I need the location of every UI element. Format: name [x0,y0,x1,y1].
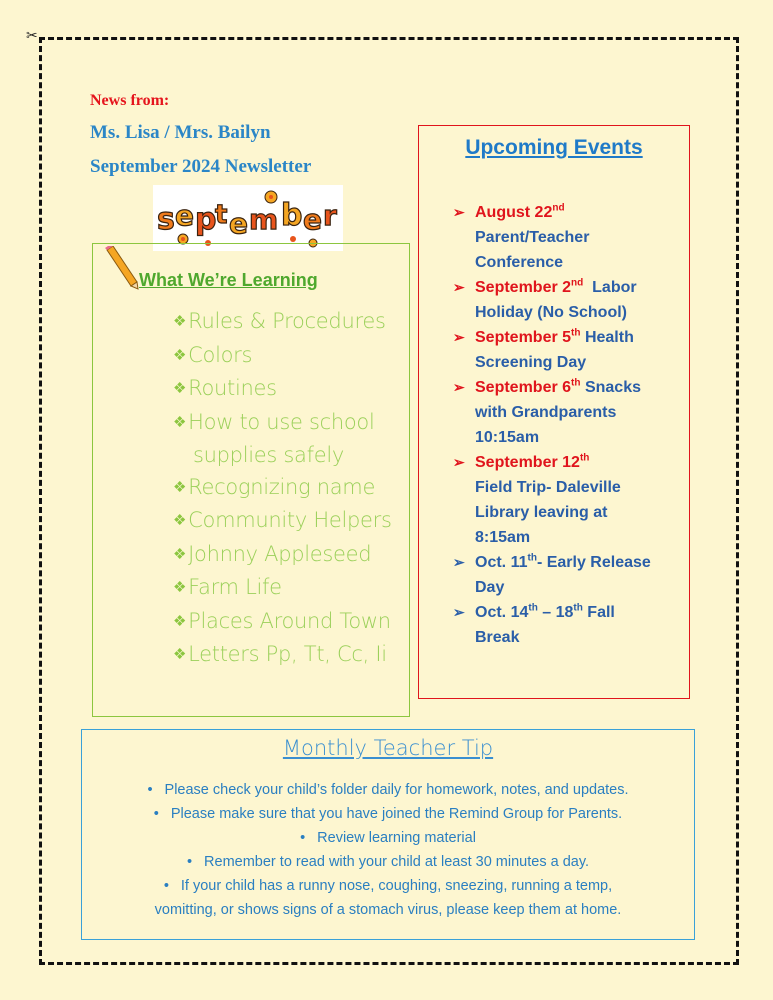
svg-text:m: m [249,203,279,236]
arrow-bullet-icon: ➢ [453,379,465,395]
arrow-bullet-icon: ➢ [453,604,465,620]
svg-text:e: e [303,203,322,236]
svg-text:s: s [157,202,175,237]
bullet-icon: • [163,878,169,894]
newsletter-title: September 2024 Newsletter [90,156,312,177]
teacher-tip-title: Monthly Teacher Tip [282,736,494,760]
learning-list [173,306,392,673]
news-from-label: News from: [90,92,170,109]
list-item-continued: supplies safely [193,443,345,467]
diamond-bullet-icon: ❖ [173,312,187,330]
september-logo [153,185,343,251]
list-item: ❖Johnny Appleseed [173,541,372,566]
events-list [453,200,683,650]
list-item: • Remember to read with your child at least 30 minutes a day. [186,854,590,870]
list-item: • Review learning material [300,830,476,846]
diamond-bullet-icon: ❖ [173,578,187,596]
bullet-icon: • [153,806,159,822]
diamond-bullet-icon: ❖ [173,477,187,496]
list-item: ❖How to use school [173,409,375,434]
event-item: ➢ September 6th Snacks with Grandparents 10:15am [453,375,683,450]
diamond-bullet-icon: ❖ [173,544,187,563]
svg-text:e: e [229,207,248,240]
list-item: ❖Rules & Procedures [173,309,386,333]
svg-text:p: p [195,202,217,237]
event-item: ➢ Oct. 14th – 18th Fall Break [453,600,683,650]
event-item: ➢ September 2nd Labor Holiday (No School) [453,275,683,325]
bullet-icon: • [186,854,193,870]
event-item: ➢ Oct. 11th- Early Release Day [453,550,683,600]
arrow-bullet-icon: ➢ [453,279,465,295]
svg-text:b: b [281,198,303,233]
arrow-bullet-icon: ➢ [453,454,465,470]
list-item: • If your child has a runny nose, coughing, sneezing, running a temp, [163,878,613,894]
diamond-bullet-icon: ❖ [173,511,187,529]
list-item: • Please make sure that you have joined the Remind Group for Parents. [153,806,623,822]
arrow-bullet-icon: ➢ [453,329,465,345]
teacher-names: Ms. Lisa / Mrs. Bailyn [90,122,271,143]
arrow-bullet-icon: ➢ [453,204,465,220]
svg-text:e: e [175,199,194,232]
list-item: ❖Letters Pp, Tt, Cc, Ii [173,642,387,666]
event-item: ➢ September 5th Health Screening Day [453,325,683,375]
event-item: ➢ August 22nd Parent/Teacher Conference [453,200,683,275]
diamond-bullet-icon: ❖ [173,645,187,663]
svg-text:t: t [215,200,228,230]
list-item-continued: vomitting, or shows signs of a stomach virus, please keep them at home. [154,902,622,918]
list-item: ❖Recognizing name [173,474,376,499]
event-item: ➢ September 12th Field Trip- Daleville Library leaving at 8:15am [453,450,683,550]
pencil-icon [103,246,139,295]
svg-text:r: r [323,199,337,232]
bullet-icon: • [300,830,306,846]
learning-title: What We’re Learning [139,270,318,290]
diamond-bullet-icon: ❖ [173,345,187,364]
events-title: Upcoming Events [465,136,643,159]
tips-list [82,778,694,922]
list-item: ❖Farm Life [173,575,282,599]
list-item: ❖Community Helpers [173,508,392,532]
diamond-bullet-icon: ❖ [173,611,187,630]
list-item: ❖Routines [173,376,277,400]
bullet-icon: • [147,782,153,798]
list-item: ❖Places Around Town [173,608,391,633]
diamond-bullet-icon: ❖ [173,379,187,397]
diamond-bullet-icon: ❖ [173,412,187,431]
events-box [418,125,690,699]
arrow-bullet-icon: ➢ [453,554,465,570]
list-item: • Please check your child’s folder daily for homework, notes, and updates. [147,782,629,798]
scissors-icon: ✂ [26,28,38,44]
teacher-tip-box [81,729,695,940]
list-item: ❖Colors [173,342,253,367]
